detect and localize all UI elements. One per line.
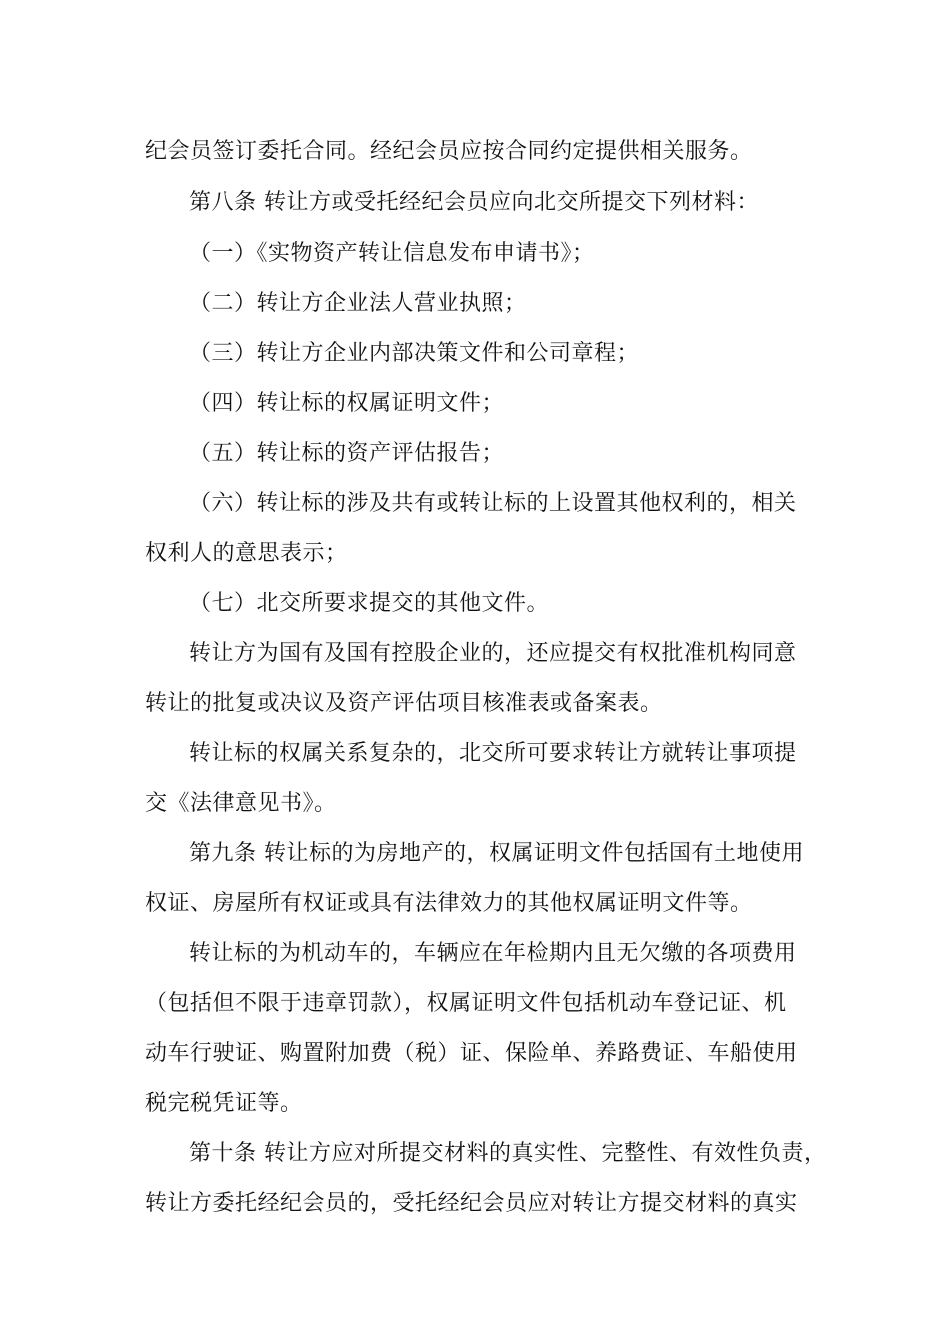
text-line: 转让标的权属关系复杂的，北交所可要求转让方就转让事项提 [189, 741, 797, 766]
text-line: 税完税凭证等。 [145, 1091, 303, 1116]
list-item: （五）转让标的资产评估报告； [189, 441, 505, 466]
article-8-heading: 第八条 转让方或受托经纪会员应向北交所提交下列材料： [189, 190, 759, 215]
text-line: （包括但不限于违章罚款），权属证明文件包括机动车登记证、机 [145, 991, 787, 1016]
article-9-heading: 第九条 转让标的为房地产的，权属证明文件包括国有土地使用 [189, 841, 804, 866]
list-item: （一）《实物资产转让信息发布申请书》； [189, 241, 595, 266]
text-line: 转让方委托经纪会员的，受托经纪会员应对转让方提交材料的真实 [145, 1191, 798, 1216]
list-item: （三）转让方企业内部决策文件和公司章程； [189, 341, 640, 366]
text-line: 转让标的为机动车的，车辆应在年检期内且无欠缴的各项费用 [189, 941, 797, 966]
list-item: （二）转让方企业法人营业执照； [189, 291, 527, 316]
text-line: 权证、房屋所有权证或具有法律效力的其他权属证明文件等。 [145, 891, 753, 916]
list-item: （七）北交所要求提交的其他文件。 [189, 591, 550, 616]
text-line: 交《法律意见书》。 [145, 791, 337, 816]
list-item: （四）转让标的权属证明文件； [189, 391, 505, 416]
text-line: 转让的批复或决议及资产评估项目核准表或备案表。 [145, 691, 663, 716]
text-line: 动车行驶证、购置附加费（税）证、保险单、养路费证、车船使用 [145, 1041, 798, 1066]
list-item: （六）转让标的涉及共有或转让标的上设置其他权利的，相关 [189, 491, 797, 516]
text-line: 转让方为国有及国有控股企业的，还应提交有权批准机构同意 [189, 641, 797, 666]
text-line: 权利人的意思表示； [145, 541, 348, 566]
text-line: 纪会员签订委托合同。经纪会员应按合同约定提供相关服务。 [145, 139, 753, 164]
article-10-heading: 第十条 转让方应对所提交材料的真实性、完整性、有效性负责， [189, 1141, 827, 1166]
